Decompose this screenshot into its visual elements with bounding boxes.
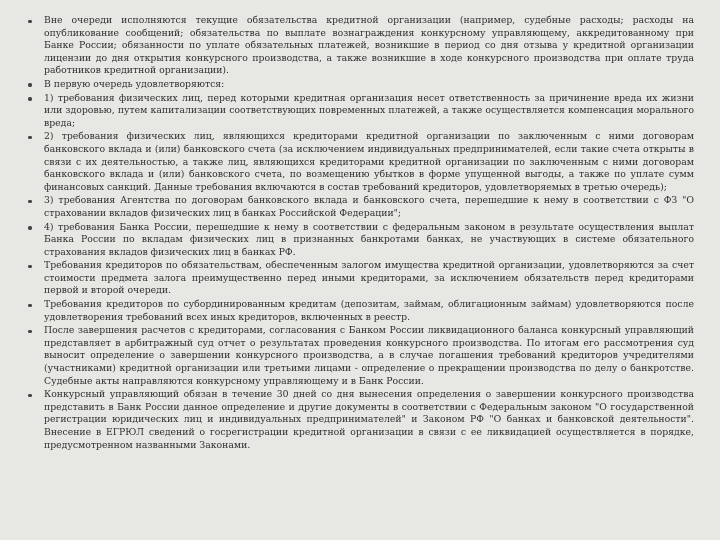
list-item xyxy=(44,325,694,388)
bullet-icon xyxy=(28,97,32,101)
bullet-icon xyxy=(28,83,32,87)
list-item-text: 2) требования физических лиц, являющихся кредиторами кредитной организации по заключенным с ними договорам банковского вклада и (или) банковского счета (за исключением индивидуальных предпринимателей, если такие счета открыты в связи с их деятельностью, а также лиц, являющихся кредиторами кредитной организации по заключенным с ними договорам банковского вклада и (или) банковского счета, по возмещению убытков в форме упущенной выгоды, а также по уплате сумм финансовых санкций. Данные требования включаются в состав требований кредиторов, удовлетворяемых в третью очередь); xyxy=(44,131,694,193)
list-item xyxy=(44,79,694,92)
list-item xyxy=(44,299,694,324)
list-item-text: Конкурсный управляющий обязан в течение 30 дней со дня вынесения определения о завершении конкурсного производства представить в Банк России данное определение и другие документы в соответствии с Федеральным законом "О государственной регистрации юридических лиц и индивидуальных предпринимателей" и Законом РФ "О банках и банковской деятельности". Внесение в ЕГРЮЛ сведений о госрегистрации кредитной организации в связи с ее ликвидацией осуществляется в порядке, предусмотренном названными Законами. xyxy=(44,389,694,451)
list-item xyxy=(44,195,694,220)
list-item xyxy=(44,15,694,78)
list-item-text: В первую очередь удовлетворяются: xyxy=(44,78,225,90)
list-item-text: Вне очереди исполняются текущие обязательства кредитной организации (например, судебные расходы; расходы на опубликование сообщений; обязательства по выплате вознаграждения конкурсному управляющему, аккредитованному при Банке России; обязанности по уплате обязательных платежей, возникшие в период со дня отзыва у кредитной организации лицензии до дня открытия конкурсного производства, а также возникшие в ходе конкурсного производства при оплате труда работников кредитной организации). xyxy=(44,15,694,77)
list-item-text: Требования кредиторов по обязательствам, обеспеченным залогом имущества кредитной организации, удовлетворяются за счет стоимости предмета залога преимущественно перед иными кредиторами, за исключением обязательств перед кредиторами первой и второй очереди. xyxy=(44,260,694,297)
bullet-icon xyxy=(28,304,32,308)
list-item xyxy=(44,93,694,131)
list-item-text: 3) требования Агентства по договорам банковского вклада и банковского счета, перешедшие к нему в соответствии с ФЗ "О страховании вкладов физических лиц в банках Российской Федерации"; xyxy=(44,195,694,219)
bullet-icon xyxy=(28,136,32,140)
list-item-text: 4) требования Банка России, перешедшие к нему в соответствии с федеральным законом в результате осуществления выплат Банка России по вкладам физических лиц в признанных банкротами банках, не участвующих в системе обязательного страхования вкладов физических лиц в банках РФ. xyxy=(44,221,694,258)
bullet-icon xyxy=(28,394,32,398)
list-item xyxy=(44,260,694,298)
list-item-text: Требования кредиторов по субординированным кредитам (депозитам, займам, облигационным займам) удовлетворяются после удовлетворения требований всех иных кредиторов, включенных в реестр. xyxy=(44,299,694,323)
bullet-list xyxy=(44,15,694,452)
list-item xyxy=(44,131,694,194)
bullet-icon xyxy=(28,200,32,204)
list-item xyxy=(44,222,694,260)
list-item-text: 1) требования физических лиц, перед которыми кредитная организация несет ответственность за причинение вреда их жизни или здоровью, путем капитализации соответствующих повременных платежей, а также осуществляется компенсация морального вреда; xyxy=(44,92,694,129)
bullet-icon xyxy=(28,330,32,334)
bullet-icon xyxy=(28,265,32,269)
bullet-icon xyxy=(28,226,32,230)
list-item xyxy=(44,389,694,452)
list-item-text: После завершения расчетов с кредиторами, согласования с Банком России ликвидационного баланса конкурсный управляющий представляет в арбитражный суд отчет о результатах проведения конкурсного производства. По итогам его рассмотрения суд выносит определение о завершении конкурсного производства, а в случае погашения требований кредиторов учредителями (участниками) кредитной организации или третьими лицами - определение о прекращении производства по делу о банкротстве. Судебные акты направляются конкурсному управляющему и в Банк России. xyxy=(44,325,694,387)
bullet-icon xyxy=(28,20,32,24)
